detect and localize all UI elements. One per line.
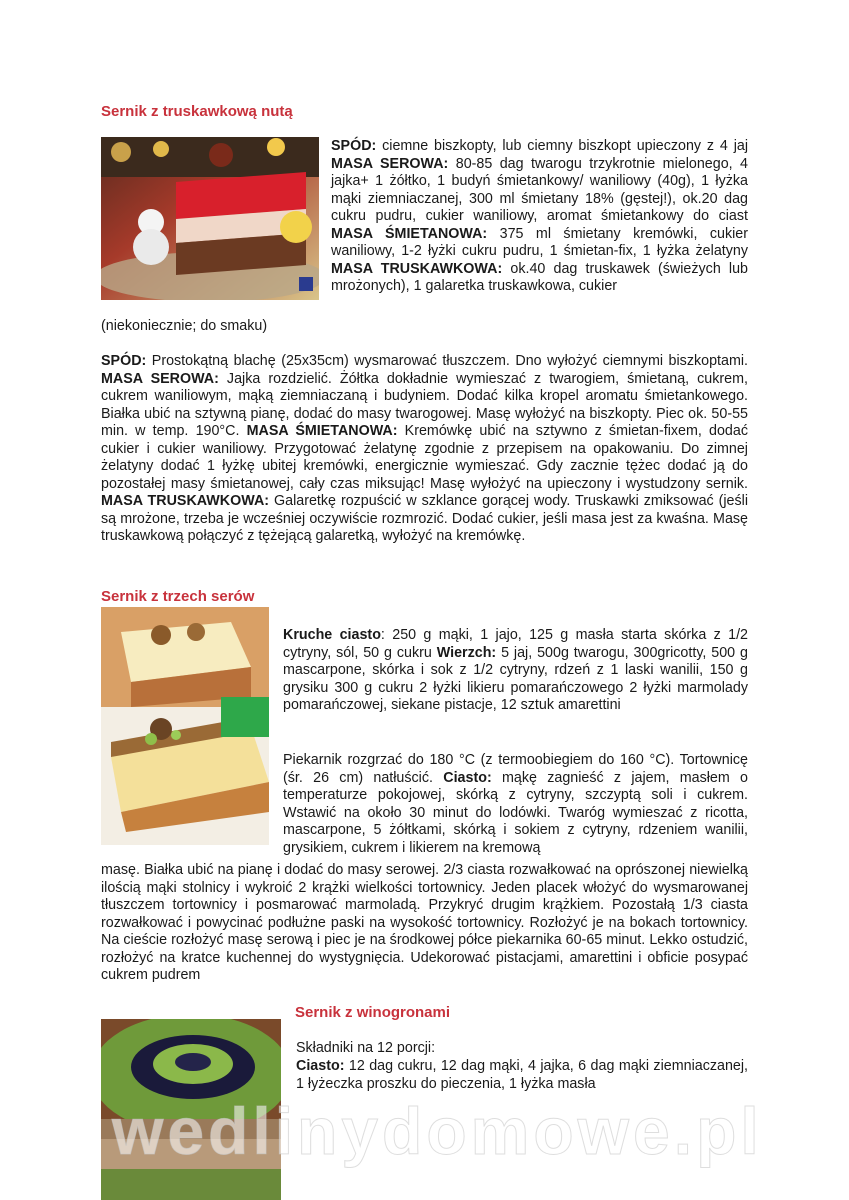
strawberry-cheesecake-image [101,137,319,300]
three-cheese-cheesecake-image [101,607,269,845]
recipe-2-method-tail: masę. Białka ubić na pianę i dodać do masy serowej. 2/3 ciasta rozwałkować na oprószonej niewielką ilością mąki stolnicy i wykroić 2 krążki wielkości tortownicy. Jeden placek włożyć do wysmarowanej tłuszczem tortownicy i posmarować marmoladą. Przykryć drugim krążkiem. Pozostałą 1/3 ciasta rozwałkować i powycinać podłużne paski na wysokość tortownicy. Rozłożyć je na bokach tortownicy. Na cieście rozłożyć masę serową i piec je na środkowej półce piekarnika 60-65 minut. Lekko ostudzić, rozłożyć na kratce kuchennej do wystygnięcia. Udekorować pistacjami, amarettini i obficie posypać cukrem pudrem [101,862,748,983]
label-masa-truskawkowa: MASA TRUSKAWKOWA: [101,493,270,509]
method-text: Jajka rozdzielić. Żółtka dokładnie wymieszać z twarogiem, śmietaną, cukrem, cukrem waniliowym, mąką ziemniaczaną i budyniem. Dodać kilka kropel aromatu śmietankowego. Białka ubić na sztywną pianę, dodać do masy twarogowej. Masę wyłożyć na biszkopty. Piec ok. 50-55 min. w temp. 190°C. [101,370,748,439]
label-ciasto: Ciasto: [296,1058,345,1074]
ingredients-text: : 250 g mąki, 1 jajo, 125 g masła starta skórka z 1/2 cytryny, sól, 50 g cukru [283,627,748,661]
label-wierzch: Wierzch: [436,644,497,661]
label-masa-smietanowa: MASA ŚMIETANOWA: [246,423,398,439]
recipe-2-method [283,752,748,857]
ingredients-text: ciemne biszkopty, lub ciemny biszkopt upieczony z 4 jaj [376,138,748,154]
label-kruche-ciasto: Kruche ciasto [283,627,381,643]
recipe-3-ingredients [296,1058,748,1093]
ingredients-text: 375 ml śmietany kremówki, cukier waniliowy, 1-2 łyżki cukru pudru, 1 śmietan-fix, 1 łyżka żelatyny [331,225,748,259]
recipe-1-title: Sernik z truskawkową nutą [101,103,293,120]
method-text: Kremówkę ubić na sztywno z śmietan-fixem, dodać cukier i cukier waniliowy. Przygotować żelatynę zgodnie z przepisem na opakowaniu. Do zimnej żelatyny dodać 1 łyżkę ubitej kremówki, energicznie wymieszać. Gdy zacznie tężec dodać ją do pozostałej masy śmietanowej, cały czas miksując! Masę wyłożyć na upieczony i wystudzony sernik. [101,423,748,492]
recipe-1-photo [101,137,319,300]
ingredients-text: 12 dag cukru, 12 dag mąki, 4 jajka, 6 dag mąki ziemniaczanej, 1 łyżeczka proszku do pieczenia, 1 łyżka masła [296,1058,748,1092]
recipe-1-ingredients-tail: (niekoniecznie; do smaku) [101,318,268,334]
ingredients-text: 80-85 dag twarogu trzykrotnie mielonego, 4 jajka+ 1 żółtko, 1 budyń śmietankowy/ waniliowy (40g), 1 łyżka mąki ziemniaczanej, 300 ml śmietany 18% (gęstej!), ok.20 dag cukru pudru, cukier waniliowy, aromat śmietankowy do ciast [331,155,748,224]
method-text: Galaretkę rozpuścić w szklance gorącej wody. Truskawki zmiksować (jeśli są mrożone, trzeba je wcześniej oczywiście rozmrozić. Dodać cukier, jeśli masa jest za kwaśna. Masę truskawkową połączyć z tężejącą galaretką, wyłożyć na kremówkę. [101,493,749,544]
recipe-2-ingredients [283,627,748,715]
label-masa-smietanowa: MASA ŚMIETANOWA: [331,225,488,242]
recipe-3-title: Sernik z winogronami [295,1004,451,1021]
recipe-2-title: Sernik z trzech serów [101,588,255,605]
label-spod: SPÓD: [101,353,147,369]
recipe-1-method [101,353,748,546]
label-ciasto: Ciasto: [443,769,492,786]
ingredients-text: 5 jaj, 500g twarogu, 300gricotty, 500 g mascarpone, skórka i sok z 1/2 cytryny, rdzeń z 1 laski wanilii, 150 g grysiku 300 g cukru 2 łyżki likieru pomarańczowego 2 łyżki marmolady pomarańczowej, siekane pistacje, 12 sztuk amarettini [283,644,748,713]
recipe-3-portions: Składniki na 12 porcji: [296,1040,436,1056]
label-masa-serowa: MASA SEROWA: [101,370,219,387]
label-masa-truskawkowa: MASA TRUSKAWKOWA: [331,260,503,277]
method-text: mąkę zagnieść z jajem, masłem o temperaturze pokojowej, skórką z cytryny, szczyptą soli i cukrem. Wstawić na około 30 minut do lodówki. Twaróg wymieszać z ricotta, mascarpone, 5 żółtkami, skórką i sokiem z cytryny, rdzeniem wanilii, grysikiem, cukrem i likierem na kremową [283,769,748,856]
ingredients-text: ok.40 dag truskawek (świeżych lub mrożonych), 1 galaretka truskawkowa, cukier [331,260,749,294]
method-text: Prostokątną blachę (25x35cm) wysmarować tłuszczem. Dno wyłożyć ciemnymi biszkoptami. [146,353,748,369]
label-masa-serowa: MASA SEROWA: [331,155,449,172]
method-text: Piekarnik rozgrzać do 180 °C (z termoobiegiem do 160 °C). Tortownicę (śr. 26 cm) natłuścić. [283,752,748,786]
watermark: wedlinydomowe.pl [112,1094,763,1168]
label-spod: SPÓD: [331,138,377,154]
recipe-1-ingredients [331,138,748,296]
recipe-2-photo [101,607,269,845]
